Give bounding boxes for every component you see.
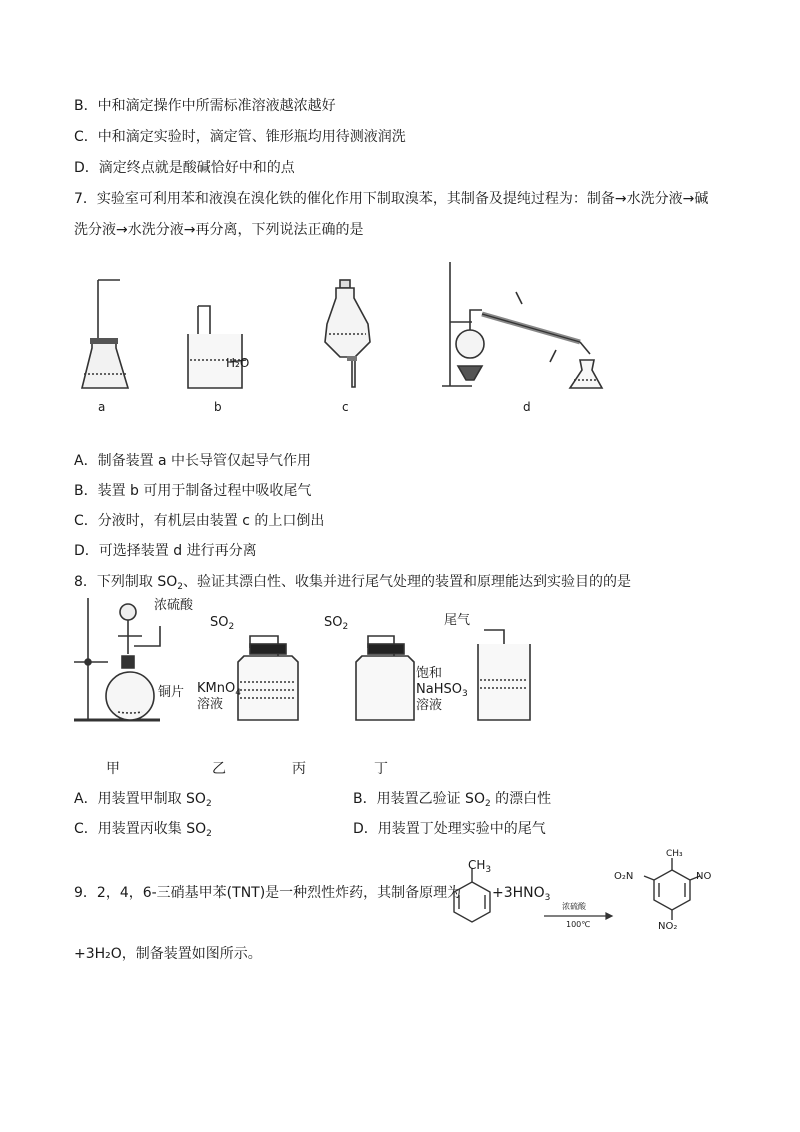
label-a: a [98, 400, 106, 414]
label-so2-yi: $SO_2$ [210, 615, 235, 632]
q8-option-b: B．用装置乙验证 $SO_2$ 的漂白性 [353, 791, 552, 809]
label-copper: 铜片 [158, 685, 185, 700]
label-bing: 丙 [292, 761, 306, 777]
apparatus-ding [478, 630, 530, 720]
q6-option-b: B．中和滴定操作中所需标准溶液越浓越好 [74, 98, 336, 114]
q7-option-d: D．可选择装置 d 进行再分离 [74, 543, 257, 559]
q8-stem: 8．下列制取 $SO_2$、验证其漂白性、收集并进行尾气处理的装置和原理能达到实验目的的是 [74, 574, 631, 592]
q7-stem-line1: 7．实验室可利用苯和液溴在溴化铁的催化作用下制取溴苯，其制备及提纯过程为：制备→水洗分液→碱 [74, 191, 709, 207]
apparatus-b [188, 306, 246, 388]
label-so2-bing: $SO_2$ [324, 615, 349, 632]
q6-option-c: C．中和滴定实验时，滴定管、锥形瓶均用待测液润洗 [74, 129, 406, 145]
label-solution-yi: 溶液 [197, 697, 224, 712]
reaction-condition-bottom: 100℃ [566, 920, 591, 929]
q6-option-d: D．滴定终点就是酸碱恰好中和的点 [74, 160, 295, 176]
apparatus-jia [74, 598, 160, 720]
label-conc-acid: 浓硫酸 [154, 598, 194, 613]
label-c: c [342, 400, 349, 414]
q8-apparatus-figure [68, 596, 568, 736]
toluene-ch3: $CH_3$ [468, 858, 492, 875]
label-tail-gas: 尾气 [444, 613, 471, 628]
q7-option-a: A．制备装置 a 中长导管仅起导气作用 [74, 453, 312, 469]
tnt-no2-right: NO [696, 871, 712, 882]
q7-apparatus-figure [70, 262, 710, 412]
label-solution-ding: 溶液 [416, 698, 443, 713]
label-nahso3: NaHSO$_3$ [416, 682, 468, 699]
tnt-ch3: CH₃ [666, 849, 683, 859]
plus-hno3: $+3HNO_3$ [492, 885, 551, 903]
label-b: b [214, 400, 222, 414]
label-d: d [523, 400, 531, 414]
reaction-condition-top: 浓硫酸 [562, 902, 586, 911]
label-saturated: 饱和 [416, 666, 443, 681]
apparatus-a [82, 280, 128, 388]
q8-option-c: C．用装置丙收集 $SO_2$ [74, 821, 212, 839]
q8-option-a: A．用装置甲制取 $SO_2$ [74, 791, 212, 809]
q7-option-c: C．分液时，有机层由装置 c 的上口倒出 [74, 513, 325, 529]
tnt-o2n: O₂N [614, 871, 634, 882]
q8-option-d: D．用装置丁处理实验中的尾气 [353, 821, 546, 837]
apparatus-d [442, 262, 602, 388]
apparatus-bing [356, 636, 414, 720]
label-jia: 甲 [106, 761, 120, 777]
tnt-no2-bottom: NO₂ [658, 921, 678, 932]
label-ding: 丁 [374, 761, 388, 777]
q9-stem: 9．2，4，6-三硝基甲苯(TNT)是一种烈性炸药，其制备原理为 [74, 885, 462, 901]
apparatus-c [325, 280, 370, 387]
q9-line2: +3H₂O，制备装置如图所示。 [74, 946, 262, 962]
label-h2o: H₂O [226, 356, 250, 370]
apparatus-yi [238, 636, 298, 720]
label-kmno4: KMnO$_4$ [197, 681, 241, 698]
label-yi: 乙 [212, 761, 226, 777]
q7-option-b: B．装置 b 可用于制备过程中吸收尾气 [74, 483, 312, 499]
q7-stem-line2: 洗分液→水洗分液→再分离，下列说法正确的是 [74, 222, 364, 238]
